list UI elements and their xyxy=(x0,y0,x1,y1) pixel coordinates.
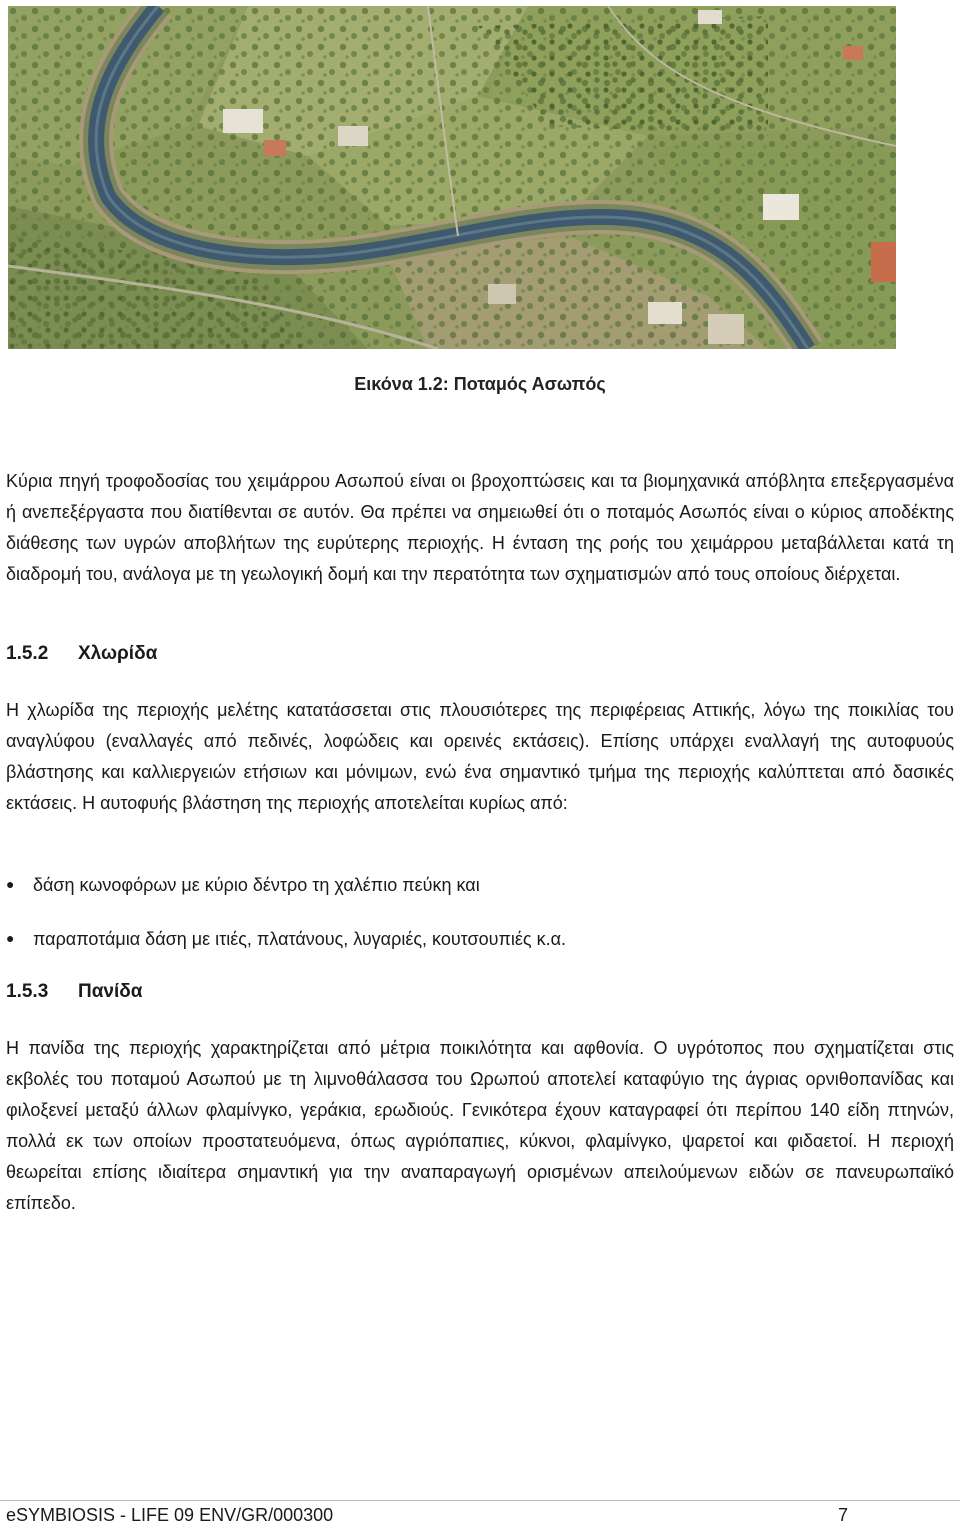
figure-photo xyxy=(8,6,896,349)
footer-project: eSYMBIOSIS - LIFE 09 ENV/GR/000300 xyxy=(6,1505,334,1525)
bullet-icon: ● xyxy=(6,930,15,946)
section-heading-flora xyxy=(6,643,157,665)
flora-paragraph: Η χλωρίδα της περιοχής μελέτης κατατάσσεται στις πλουσιότερες της περιφέρειας Αττικής, λόγω της ποικιλίας του αναγλύφου (εναλλαγές από πεδινές, λοφώδεις και ορεινές εκτάσεις). Επίσης υπάρχει εναλλαγή της αυτοφυούς βλάστησης και καλλιεργειών ετήσιων και μόνιμων, ενώ ένα σημαντικό τμήμα της περιοχής καλύπτεται από δασικές εκτάσεις. Η αυτοφυής βλάστηση της περιοχής αποτελείται κυρίως από: xyxy=(6,700,954,813)
section-title: Χλωρίδα xyxy=(78,643,158,664)
section-number: 1.5.2 xyxy=(6,643,49,664)
section-number: 1.5.3 xyxy=(6,981,49,1002)
list-item xyxy=(6,875,480,896)
river-aerial-photo xyxy=(8,6,896,349)
figure-caption: Εικόνα 1.2: Ποταμός Ασωπός xyxy=(354,374,606,394)
section-heading-fauna xyxy=(6,981,142,1003)
list-item-text: δάση κωνοφόρων με κύριο δέντρο τη χαλέπιο πεύκη και xyxy=(33,875,480,895)
list-item xyxy=(6,929,566,950)
page-number: 7 xyxy=(837,1505,848,1525)
section-title: Πανίδα xyxy=(78,981,143,1002)
list-item-text: παραποτάμια δάση με ιτιές, πλατάνους, λυγαριές, κουτσουπιές κ.α. xyxy=(33,929,567,949)
footer-divider xyxy=(0,1500,960,1501)
bullet-icon: ● xyxy=(6,876,15,892)
fauna-paragraph: Η πανίδα της περιοχής χαρακτηρίζεται από μέτρια ποικιλότητα και αφθονία. Ο υγρότοπος που σχηματίζεται στις εκβολές του ποταμού Ασωπού με τη λιμνοθάλασσα του Ωρωπού αποτελεί καταφύγιο της άγριας ορνιθοπανίδας και φιλοξενεί μεταξύ άλλων φλαμίνγκο, γεράκια, ερωδιούς. Γενικότερα έχουν καταγραφεί ότι περίπου 140 είδη πτηνών, πολλά εκ των οποίων προστατευόμενα, όπως αγριόπαπιες, κύκνοι, φλαμίνγκο, ψαρετοί και φιδαετοί. Η περιοχή θεωρείται επίσης ιδιαίτερα σημαντική για την αναπαραγωγή ορισμένων απειλούμενων ειδών σε πανευρωπαϊκό επίπεδο. xyxy=(6,1038,954,1213)
intro-paragraph: Κύρια πηγή τροφοδοσίας του χειμάρρου Ασωπού είναι οι βροχοπτώσεις και τα βιομηχανικά απόβλητα επεξεργασμένα ή ανεπεξέργαστα που διατίθενται σε αυτόν. Θα πρέπει να σημειωθεί ότι ο ποταμός Ασωπός είναι ο κύριος αποδέκτης διάθεσης των υγρών αποβλήτων της ευρύτερης περιοχής. Η ένταση της ροής του χειμάρρου μεταβάλλεται κατά τη διαδρομή του, ανάλογα με τη γεωλογική δομή και την περατότητα των σχηματισμών από τους οποίους διέρχεται. xyxy=(6,471,954,584)
